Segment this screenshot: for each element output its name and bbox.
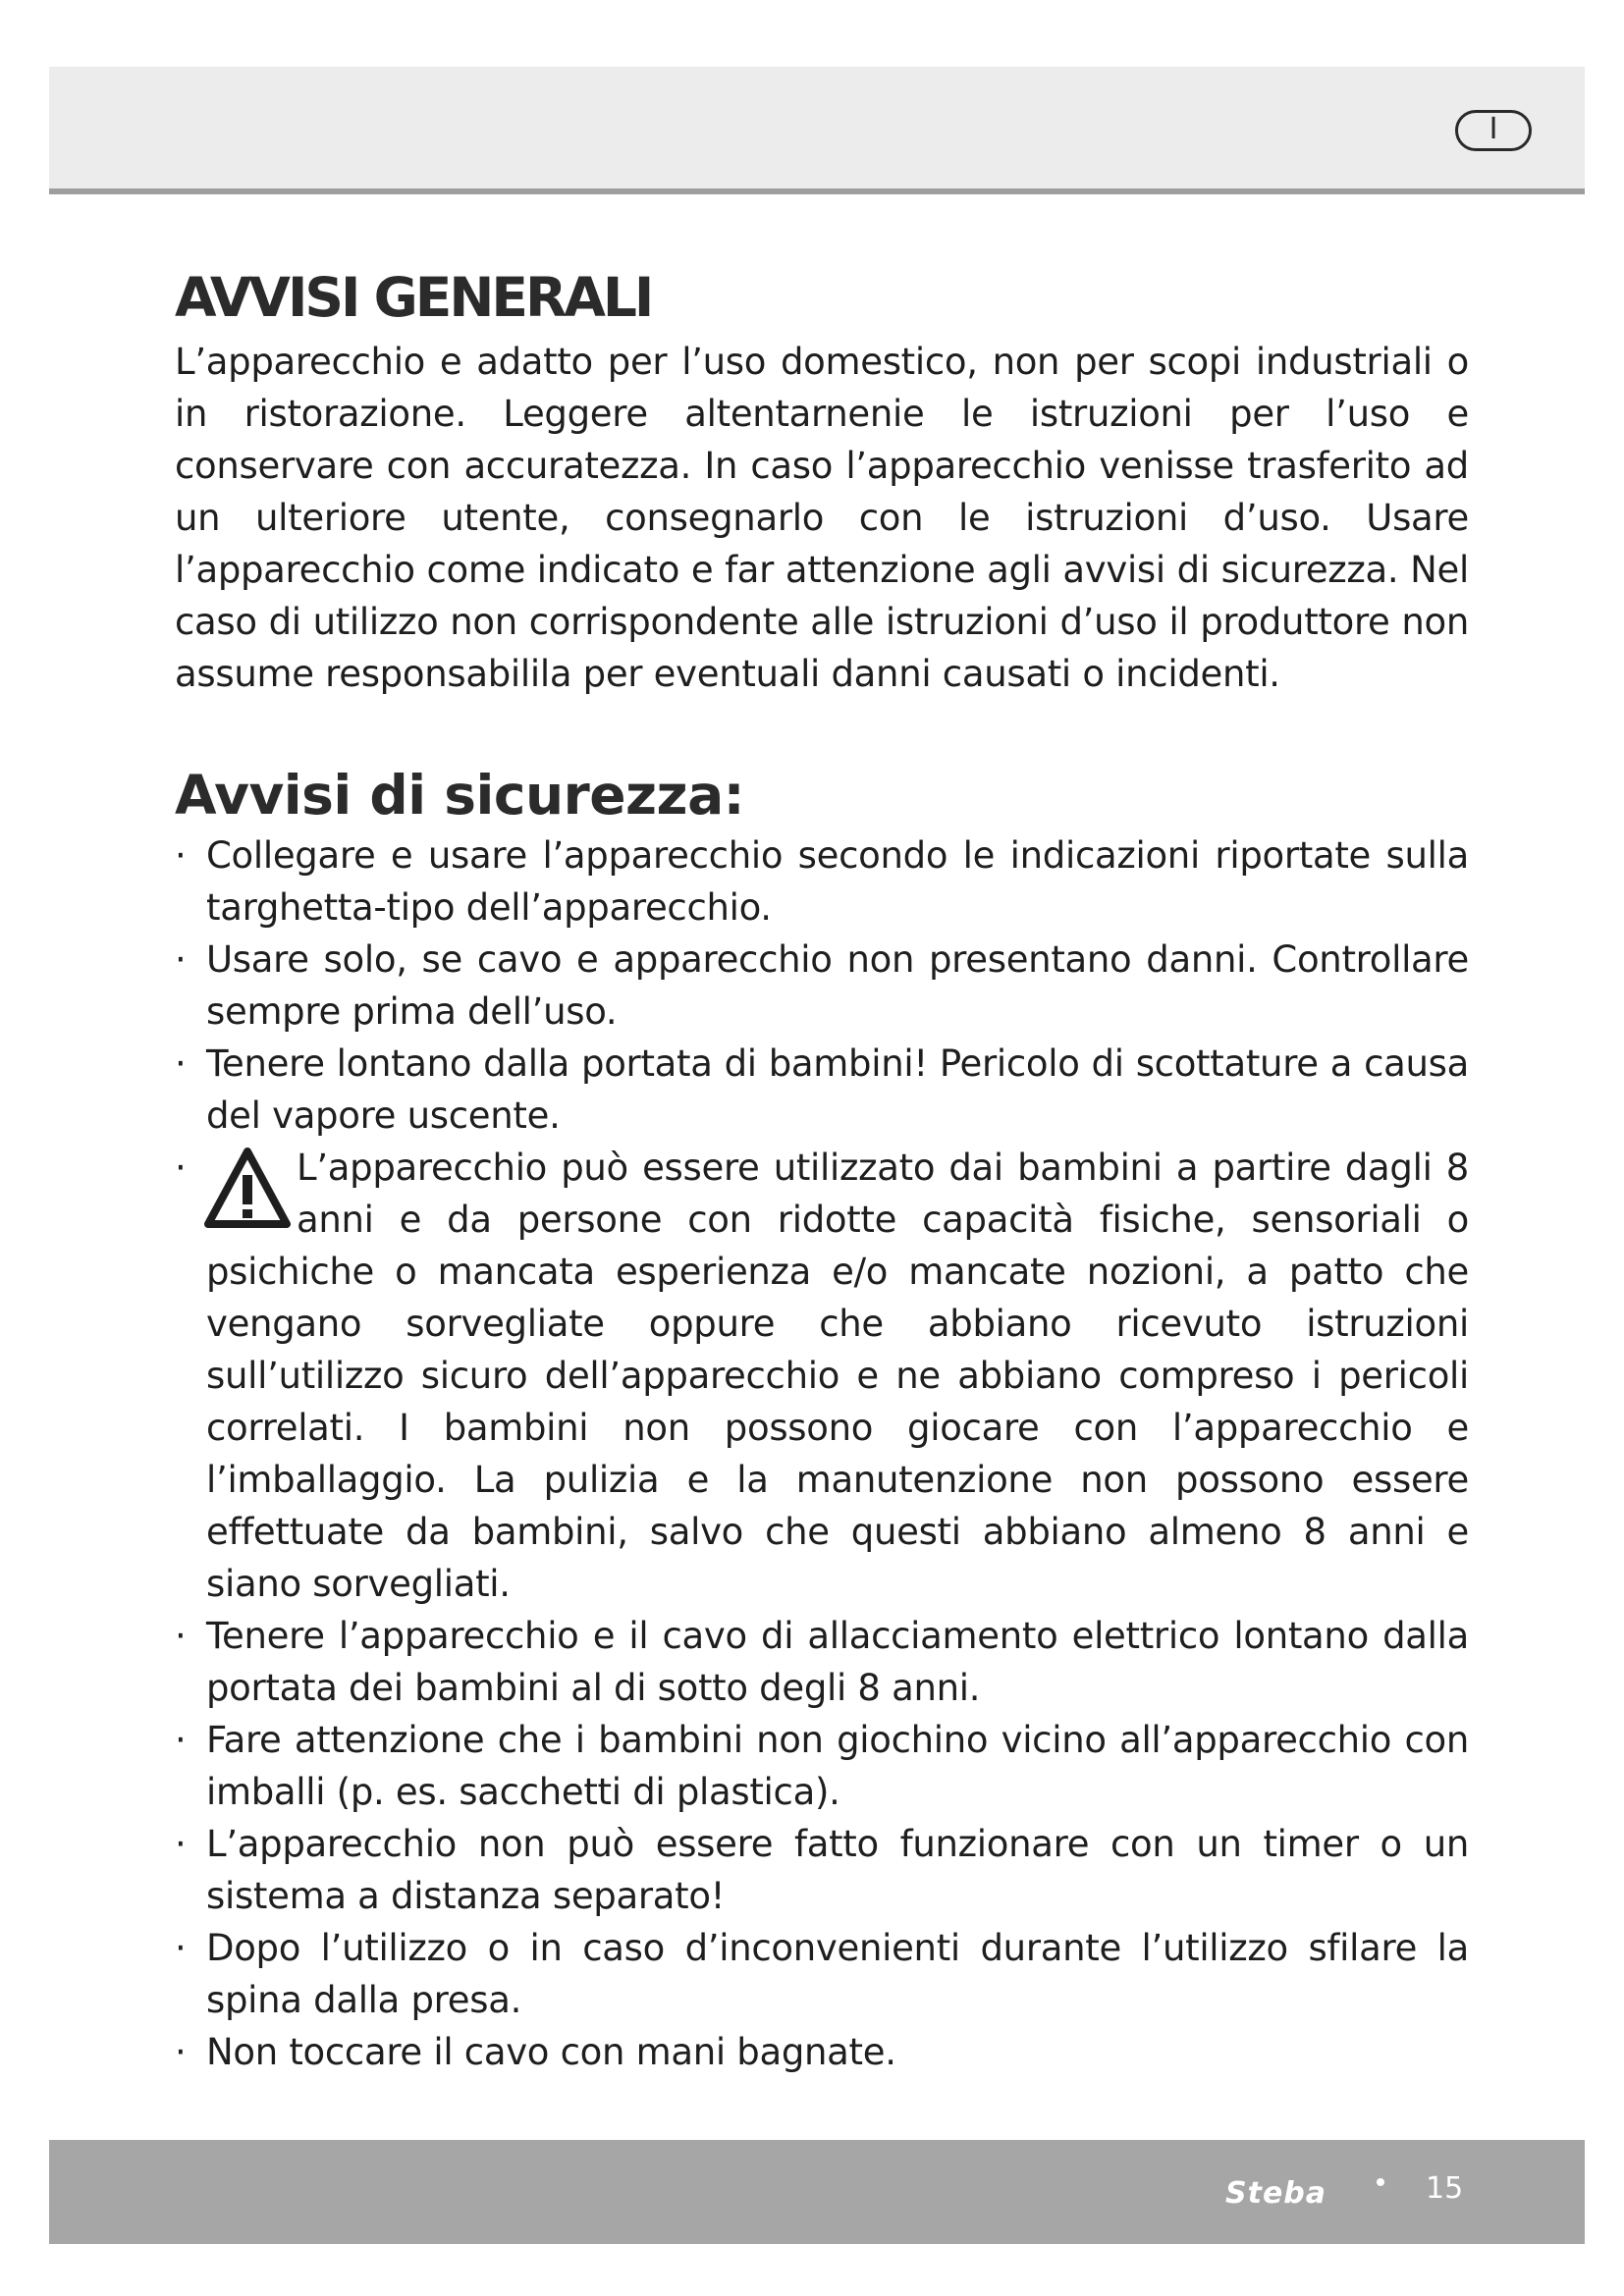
bullet-dot: · (175, 834, 187, 877)
list-item-text: Collegare e usare l’apparecchio secondo le indicazioni riportate sulla targhetta-tipo dell’apparecchio. (206, 834, 1469, 929)
list-item-text: Tenere l’apparecchio e il cavo di allacciamento elettrico lontano dalla portata dei bambini al di sotto degli 8 anni. (206, 1615, 1469, 1709)
language-badge: I (1455, 110, 1532, 151)
list-item-warning (175, 1142, 1469, 1610)
bullet-dot: · (175, 1615, 187, 1657)
bullet-dot: · (175, 1823, 187, 1865)
list-item (175, 1714, 1469, 1818)
list-item (175, 934, 1469, 1038)
general-notices-title: AVVISI GENERALI (175, 266, 652, 329)
list-item-text: L’apparecchio non può essere fatto funzionare con un timer o un sistema a distanza separato! (206, 1823, 1469, 1917)
bullet-dot: · (175, 1147, 187, 1189)
list-item (175, 1038, 1469, 1142)
list-item-text: Non toccare il cavo con mani bagnate. (206, 2031, 896, 2073)
page-number: 15 (1426, 2171, 1464, 2206)
safety-notices-title: Avvisi di sicurezza: (175, 764, 745, 827)
bullet-dot: · (175, 938, 187, 981)
list-item (175, 1818, 1469, 1922)
steba-logo (1225, 2176, 1392, 2210)
list-item-text: L’apparecchio può essere utilizzato dai bambini a partire dagli 8 anni e da persone con ridotte capacità fisiche, sensoriali o psichiche o mancata esperienza e/o mancate nozioni, a patto che vengano sorvegliate oppure che abbiano ricevuto istruzioni sull’utilizzo sicuro dell’apparecchio e ne abbiano compreso i pericoli correlati. I bambini non possono giocare con l’apparecchio e l’imballaggio. La pulizia e la manutenzione non possono essere effettuate da bambini, salvo che questi abbiano almeno 8 anni e siano sorvegliati. (206, 1147, 1469, 1605)
list-item (175, 829, 1469, 934)
bullet-dot: · (175, 1927, 187, 1969)
list-item (175, 1922, 1469, 2026)
list-item-text: Tenere lontano dalla portata di bambini! Pericolo di scottature a causa del vapore uscente. (206, 1042, 1469, 1137)
bullet-dot: · (175, 1719, 187, 1761)
list-item (175, 1610, 1469, 1714)
general-notices-body: L’apparecchio e adatto per l’uso domestico, non per scopi industriali o in ristorazione. Leggere altentarnenie le istruzioni per l’uso e conservare con accuratezza. In caso l’apparecchio venisse trasferito ad un ulteriore utente, consegnarlo con le istruzioni d’uso. Usare l’apparecchio come indicato e far attenzione agli avvisi di sicurezza. Nel caso di utilizzo non corrispondente alle istruzioni d’uso il produttore non assume responsabilila per eventuali danni causati o incidenti. (175, 341, 1469, 695)
safety-notices-list (175, 829, 1469, 2078)
list-item-text: Usare solo, se cavo e apparecchio non presentano danni. Controllare sempre prima dell’uso. (206, 938, 1469, 1033)
list-item (175, 2026, 1469, 2078)
list-item-text: Dopo l’utilizzo o in caso d’inconvenienti durante l’utilizzo sfilare la spina dalla presa. (206, 1927, 1469, 2021)
header-band (49, 67, 1585, 194)
bullet-dot: · (175, 2031, 187, 2073)
brand-wordmark: Steba (1225, 2176, 1327, 2210)
warning-triangle-icon (202, 1146, 293, 1232)
list-item-text: Fare attenzione che i bambini non giochino vicino all’apparecchio con imballi (p. es. sacchetti di plastica). (206, 1719, 1469, 1813)
page-content (175, 265, 1469, 2078)
bullet-dot: · (175, 1042, 187, 1085)
